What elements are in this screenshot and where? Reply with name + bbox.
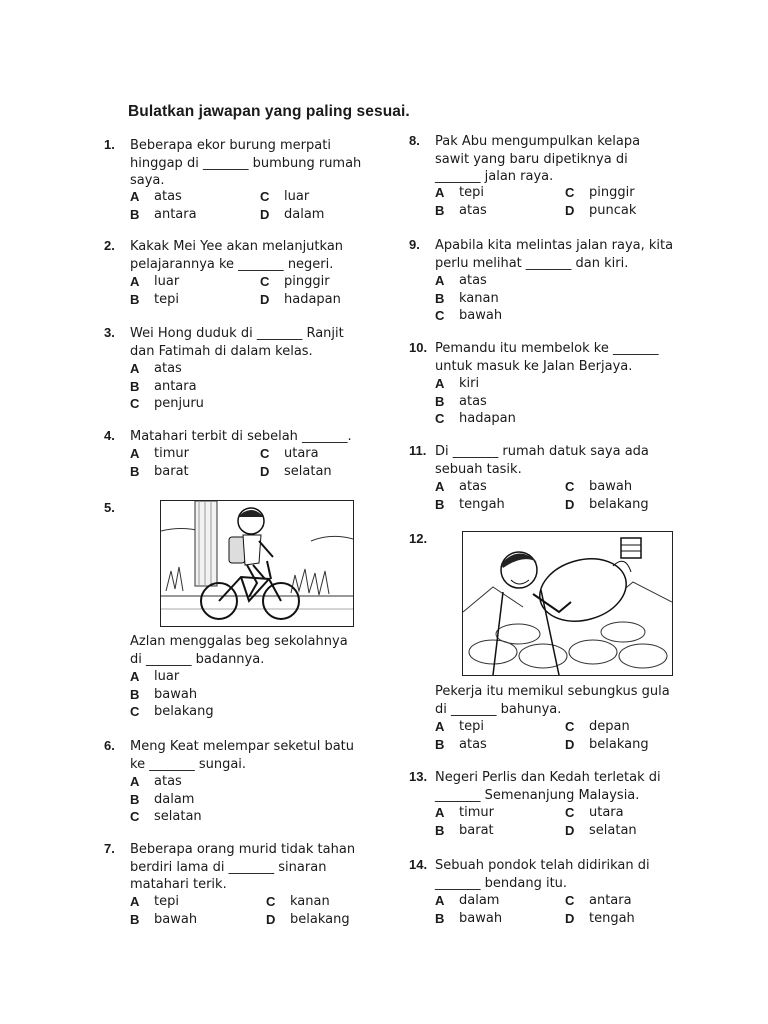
question-1: [130, 137, 400, 223]
option-a[interactable]: [130, 360, 260, 378]
option-letter: C: [130, 704, 140, 719]
option-letter: B: [435, 290, 445, 306]
question-2-text: Kakak Mei Yee akan melanjutkan pelajarannya ke _______ negeri.: [130, 239, 344, 272]
question-8-text: Pak Abu mengumpulkan kelapa sawit yang baru dipetiknya di _______ jalan raya.: [435, 134, 641, 184]
option-letter: C: [565, 185, 575, 200]
question-10-text: Pemandu itu membelok ke _______ untuk masuk ke Jalan Berjaya.: [435, 341, 659, 374]
option-c[interactable]: [130, 703, 260, 721]
instruction-heading: Bulatkan jawapan yang paling sesuai.: [128, 103, 410, 120]
option-text: belakang: [589, 496, 649, 512]
question-4-text: Matahari terbit di sebelah _______.: [130, 429, 352, 444]
question-3: [130, 325, 400, 413]
question-10-number: 10.: [409, 340, 428, 355]
question-13: [435, 769, 725, 839]
option-text: luar: [154, 669, 180, 684]
option-text: barat: [154, 463, 189, 479]
option-a[interactable]: [130, 893, 266, 911]
option-text: puncak: [589, 202, 637, 218]
question-8-number: 8.: [409, 133, 420, 148]
option-text: depan: [589, 719, 630, 734]
question-5-text: Azlan menggalas beg sekolahnya di _______ badannya.: [130, 634, 348, 667]
option-letter: C: [266, 894, 276, 909]
option-c[interactable]: [565, 478, 695, 496]
option-c[interactable]: [266, 893, 402, 911]
option-letter: A: [130, 669, 140, 684]
question-7-text: Beberapa orang murid tidak tahan berdiri lama di _______ sinaran matahari terik.: [130, 842, 356, 892]
option-d[interactable]: [565, 736, 695, 754]
option-d[interactable]: [260, 463, 390, 481]
option-letter: D: [266, 911, 276, 927]
option-letter: D: [260, 463, 270, 479]
option-text: kanan: [459, 290, 499, 306]
question-4-number: 4.: [104, 428, 115, 443]
option-text: tepi: [154, 291, 179, 307]
option-a[interactable]: [435, 478, 565, 496]
option-text: dalam: [284, 206, 325, 222]
option-text: utara: [284, 446, 319, 461]
question-10-options: [435, 375, 725, 428]
option-letter: C: [435, 411, 445, 426]
option-d[interactable]: [266, 911, 402, 929]
option-b[interactable]: [435, 393, 565, 411]
option-letter: B: [130, 463, 140, 479]
question-11-text: Di _______ rumah datuk saya ada sebuah tasik.: [435, 444, 649, 477]
option-letter: C: [565, 479, 575, 494]
question-14-options: [435, 892, 725, 927]
option-c[interactable]: [565, 804, 695, 822]
option-a[interactable]: [130, 773, 260, 791]
option-text: tengah: [589, 910, 635, 926]
option-text: belakang: [290, 911, 350, 927]
option-b[interactable]: [435, 736, 565, 754]
question-2-options: [130, 273, 400, 308]
question-7-options: [130, 893, 410, 928]
option-text: pinggir: [589, 185, 635, 200]
option-letter: B: [130, 791, 140, 807]
option-letter: A: [130, 189, 140, 204]
option-text: selatan: [154, 809, 202, 824]
option-text: antara: [154, 206, 197, 222]
option-letter: A: [435, 719, 445, 734]
option-letter: B: [435, 910, 445, 926]
option-text: bawah: [459, 910, 503, 926]
question-14: [435, 857, 725, 927]
option-b[interactable]: [130, 686, 260, 704]
option-letter: D: [565, 736, 575, 752]
option-letter: B: [130, 378, 140, 394]
question-9-number: 9.: [409, 237, 420, 252]
option-a[interactable]: [435, 804, 565, 822]
option-letter: C: [435, 308, 445, 323]
question-14-text: Sebuah pondok telah didirikan di _______ bendang itu.: [435, 858, 650, 891]
question-3-options: [130, 360, 400, 413]
question-6-text: Meng Keat melempar seketul batu ke _______ sungai.: [130, 739, 355, 772]
option-letter: D: [565, 202, 575, 218]
option-text: antara: [589, 893, 632, 908]
option-letter: A: [130, 774, 140, 789]
option-c[interactable]: [260, 445, 390, 463]
option-text: atas: [459, 479, 487, 494]
option-text: atas: [459, 736, 487, 752]
question-4-options: [130, 445, 400, 480]
option-text: dalam: [154, 791, 195, 807]
option-text: atas: [459, 202, 487, 218]
option-letter: B: [435, 736, 445, 752]
question-1-text: Beberapa ekor burung merpati hinggap di _______ bumbung rumah saya.: [130, 138, 362, 188]
option-letter: B: [435, 822, 445, 838]
option-text: selatan: [589, 822, 637, 838]
option-c[interactable]: [435, 307, 565, 325]
option-c[interactable]: [260, 273, 390, 291]
option-text: tepi: [459, 185, 484, 200]
option-b[interactable]: [130, 911, 266, 929]
option-b[interactable]: [435, 822, 565, 840]
question-12-number: 12.: [409, 531, 428, 546]
option-text: antara: [154, 378, 197, 394]
option-letter: D: [565, 496, 575, 512]
option-text: utara: [589, 805, 624, 820]
option-letter: C: [260, 189, 270, 204]
option-text: hadapan: [459, 411, 516, 426]
option-letter: B: [130, 911, 140, 927]
option-letter: C: [130, 809, 140, 824]
option-letter: B: [435, 202, 445, 218]
option-text: kiri: [459, 376, 480, 391]
option-letter: A: [435, 893, 445, 908]
question-10: [435, 340, 725, 428]
option-b[interactable]: [130, 206, 260, 224]
option-b[interactable]: [435, 910, 565, 928]
question-12-text: Pekerja itu memikul sebungkus gula di _______ bahunya.: [435, 684, 670, 717]
question-14-number: 14.: [409, 857, 428, 872]
question-13-number: 13.: [409, 769, 428, 784]
option-c[interactable]: [435, 410, 565, 428]
option-letter: C: [565, 805, 575, 820]
option-a[interactable]: [130, 188, 260, 206]
question-8-options: [435, 184, 725, 219]
question-4: [130, 428, 400, 480]
option-letter: D: [260, 206, 270, 222]
option-text: bawah: [459, 308, 503, 323]
option-letter: D: [260, 291, 270, 307]
question-7: [130, 841, 410, 928]
question-8: [435, 133, 725, 219]
option-b[interactable]: [130, 378, 260, 396]
option-b[interactable]: [130, 463, 260, 481]
option-b[interactable]: [130, 791, 260, 809]
question-1-number: 1.: [104, 137, 115, 152]
question-11: [435, 443, 725, 513]
option-letter: C: [565, 719, 575, 734]
option-c[interactable]: [565, 718, 695, 736]
option-c[interactable]: [565, 892, 695, 910]
option-letter: B: [130, 291, 140, 307]
question-13-options: [435, 804, 725, 839]
option-text: atas: [154, 189, 182, 204]
question-5: [130, 633, 400, 721]
option-text: bawah: [589, 479, 633, 494]
option-text: pinggir: [284, 274, 330, 289]
option-text: dalam: [459, 893, 500, 908]
option-c[interactable]: [130, 395, 260, 413]
option-text: kanan: [290, 894, 330, 909]
option-a[interactable]: [435, 375, 565, 393]
option-a[interactable]: [435, 272, 565, 290]
option-b[interactable]: [435, 202, 565, 220]
option-text: bawah: [154, 686, 198, 702]
question-2-number: 2.: [104, 238, 115, 253]
question-9-options: [435, 272, 725, 325]
option-letter: A: [435, 805, 445, 820]
option-a[interactable]: [435, 718, 565, 736]
option-text: penjuru: [154, 396, 204, 411]
question-12-options: [435, 718, 725, 753]
option-text: barat: [459, 822, 494, 838]
option-letter: D: [565, 822, 575, 838]
question-6: [130, 738, 400, 826]
option-letter: C: [260, 274, 270, 289]
question-6-options: [130, 773, 400, 826]
option-text: hadapan: [284, 291, 341, 307]
option-a[interactable]: [130, 445, 260, 463]
option-letter: B: [435, 496, 445, 512]
option-letter: A: [130, 894, 140, 909]
option-text: tepi: [459, 719, 484, 734]
question-2: [130, 238, 400, 308]
option-letter: A: [130, 446, 140, 461]
question-11-number: 11.: [409, 443, 427, 458]
option-a[interactable]: [130, 668, 260, 686]
question-7-number: 7.: [104, 841, 115, 856]
option-d[interactable]: [565, 822, 695, 840]
option-text: atas: [459, 393, 487, 409]
option-c[interactable]: [260, 188, 390, 206]
option-b[interactable]: [435, 496, 565, 514]
option-b[interactable]: [435, 290, 565, 308]
question-3-text: Wei Hong duduk di _______ Ranjit dan Fatimah di dalam kelas.: [130, 326, 344, 359]
option-d[interactable]: [565, 496, 695, 514]
option-letter: A: [435, 376, 445, 391]
option-letter: B: [130, 206, 140, 222]
option-text: belakang: [154, 704, 214, 719]
option-letter: D: [565, 910, 575, 926]
option-a[interactable]: [435, 892, 565, 910]
question-5-options: [130, 668, 400, 721]
option-text: atas: [154, 361, 182, 376]
question-6-number: 6.: [104, 738, 115, 753]
option-text: atas: [154, 774, 182, 789]
option-d[interactable]: [565, 910, 695, 928]
option-text: tepi: [154, 894, 179, 909]
option-text: atas: [459, 273, 487, 288]
option-letter: B: [435, 393, 445, 409]
question-5-number: 5.: [104, 500, 115, 515]
option-letter: A: [130, 274, 140, 289]
option-letter: A: [130, 361, 140, 376]
option-d[interactable]: [260, 206, 390, 224]
option-text: bawah: [154, 911, 198, 927]
question-3-number: 3.: [104, 325, 115, 340]
option-letter: B: [130, 686, 140, 702]
boy-cycling-drawing: [161, 501, 353, 626]
option-text: luar: [284, 189, 310, 204]
option-letter: C: [130, 396, 140, 411]
option-text: timur: [459, 805, 494, 820]
option-text: luar: [154, 274, 180, 289]
worker-carrying-sack-drawing: [463, 532, 672, 675]
option-letter: A: [435, 479, 445, 494]
question-5-illustration: [160, 500, 354, 627]
question-9: [435, 237, 725, 325]
option-letter: A: [435, 185, 445, 200]
question-12-illustration: [462, 531, 673, 676]
option-c[interactable]: [565, 184, 695, 202]
option-d[interactable]: [565, 202, 695, 220]
question-13-text: Negeri Perlis dan Kedah terletak di _______ Semenanjung Malaysia.: [435, 770, 661, 803]
option-a[interactable]: [435, 184, 565, 202]
option-text: belakang: [589, 736, 649, 752]
question-11-options: [435, 478, 725, 513]
option-letter: C: [565, 893, 575, 908]
option-text: timur: [154, 446, 189, 461]
option-c[interactable]: [130, 808, 260, 826]
question-9-text: Apabila kita melintas jalan raya, kita perlu melihat _______ dan kiri.: [435, 238, 674, 271]
option-letter: C: [260, 446, 270, 461]
option-d[interactable]: [260, 291, 390, 309]
option-text: tengah: [459, 496, 505, 512]
option-letter: A: [435, 273, 445, 288]
option-text: selatan: [284, 463, 332, 479]
option-b[interactable]: [130, 291, 260, 309]
question-1-options: [130, 188, 400, 223]
option-a[interactable]: [130, 273, 260, 291]
question-12: [435, 683, 725, 753]
